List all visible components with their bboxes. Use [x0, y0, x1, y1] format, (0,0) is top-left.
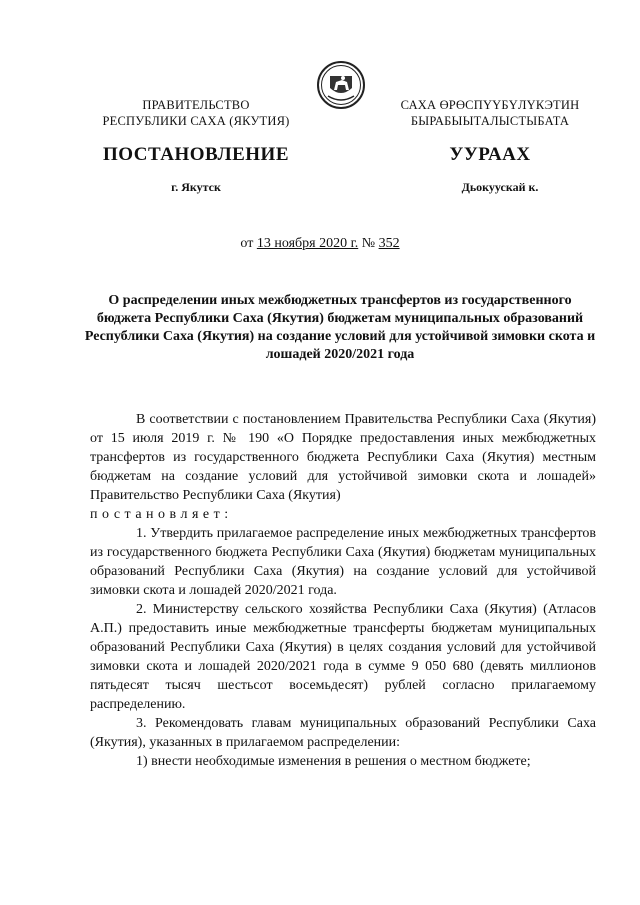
issuer-ru	[90, 97, 302, 129]
decree-word: постановляет:	[90, 507, 233, 522]
item-3: 3. Рекомендовать главам муниципальных образований Республики Саха (Якутия), указанных в прилагаемом распределении:	[90, 716, 596, 750]
sakha-emblem-icon	[316, 60, 366, 110]
doc-type-sakha: УУРААХ	[449, 144, 531, 165]
document-title: О распределении иных межбюджетных трансфертов из государственного бюджета Республики Саха (Якутия) бюджетам муниципальных образований Республики Саха (Якутия) на создание условий для устойчивой зимовки скота и лошадей 2020/2021 года	[84, 293, 596, 362]
preamble-paragraph: В соответствии с постановлением Правительства Республики Саха (Якутия) от 15 июля 2019 г. № 190 «О Порядке предоставления иных межбюджетных трансфертов из государственного бюджета Республики Саха (Якутия) местным бюджетам на создание условий для устойчивой зимовки скота и лошадей» Правительство Республики Саха (Якутия)	[90, 412, 596, 503]
city-ru: г. Якутск	[171, 180, 221, 194]
date-prefix: от	[240, 236, 254, 251]
date-number-line	[0, 236, 640, 252]
item-2: 2. Министерству сельского хозяйства Республики Саха (Якутия) (Атласов А.П.) предоставить иные межбюджетные трансферты бюджетам муниципальных образований Республики Саха (Якутия) в целях создания условий для устойчивой зимовки скота и лошадей 2020/2021 года в сумме 9 050 680 (девять миллионов пятьдесят тысяч шестьсот восемьдесят) рублей согласно прилагаемому распределению.	[90, 602, 596, 712]
item-1: 1. Утвердить прилагаемое распределение иных межбюджетных трансфертов из государственного бюджета Республики Саха (Якутия) бюджетам муниципальных образований Республики Саха (Якутия) на создание условий для устойчивой зимовки скота и лошадей 2020/2021 года.	[90, 526, 596, 598]
item-3-sub-1: 1) внести необходимые изменения в решения о местном бюджете;	[136, 754, 531, 769]
doc-type-ru: ПОСТАНОВЛЕНИЕ	[102, 144, 290, 165]
document-date: 13 ноября 2020 г.	[256, 236, 359, 251]
issuer-sakha	[384, 97, 596, 129]
issuer-ru-line1: ПРАВИТЕЛЬСТВО	[142, 98, 250, 112]
document-body	[90, 410, 596, 771]
issuer-ru-line2: РЕСПУБЛИКИ САХА (ЯКУТИЯ)	[102, 114, 290, 128]
number-sign: №	[361, 236, 376, 251]
issuer-sakha-line1: САХА ӨРӨСПҮҮБҮЛҮКЭТИН	[400, 98, 580, 112]
city-sakha: Дьокуускай к.	[461, 180, 539, 194]
document-number: 352	[378, 236, 400, 251]
issuer-sakha-line2: БЫРАБЫЫТАЛЫСТЫБАТА	[410, 114, 570, 128]
